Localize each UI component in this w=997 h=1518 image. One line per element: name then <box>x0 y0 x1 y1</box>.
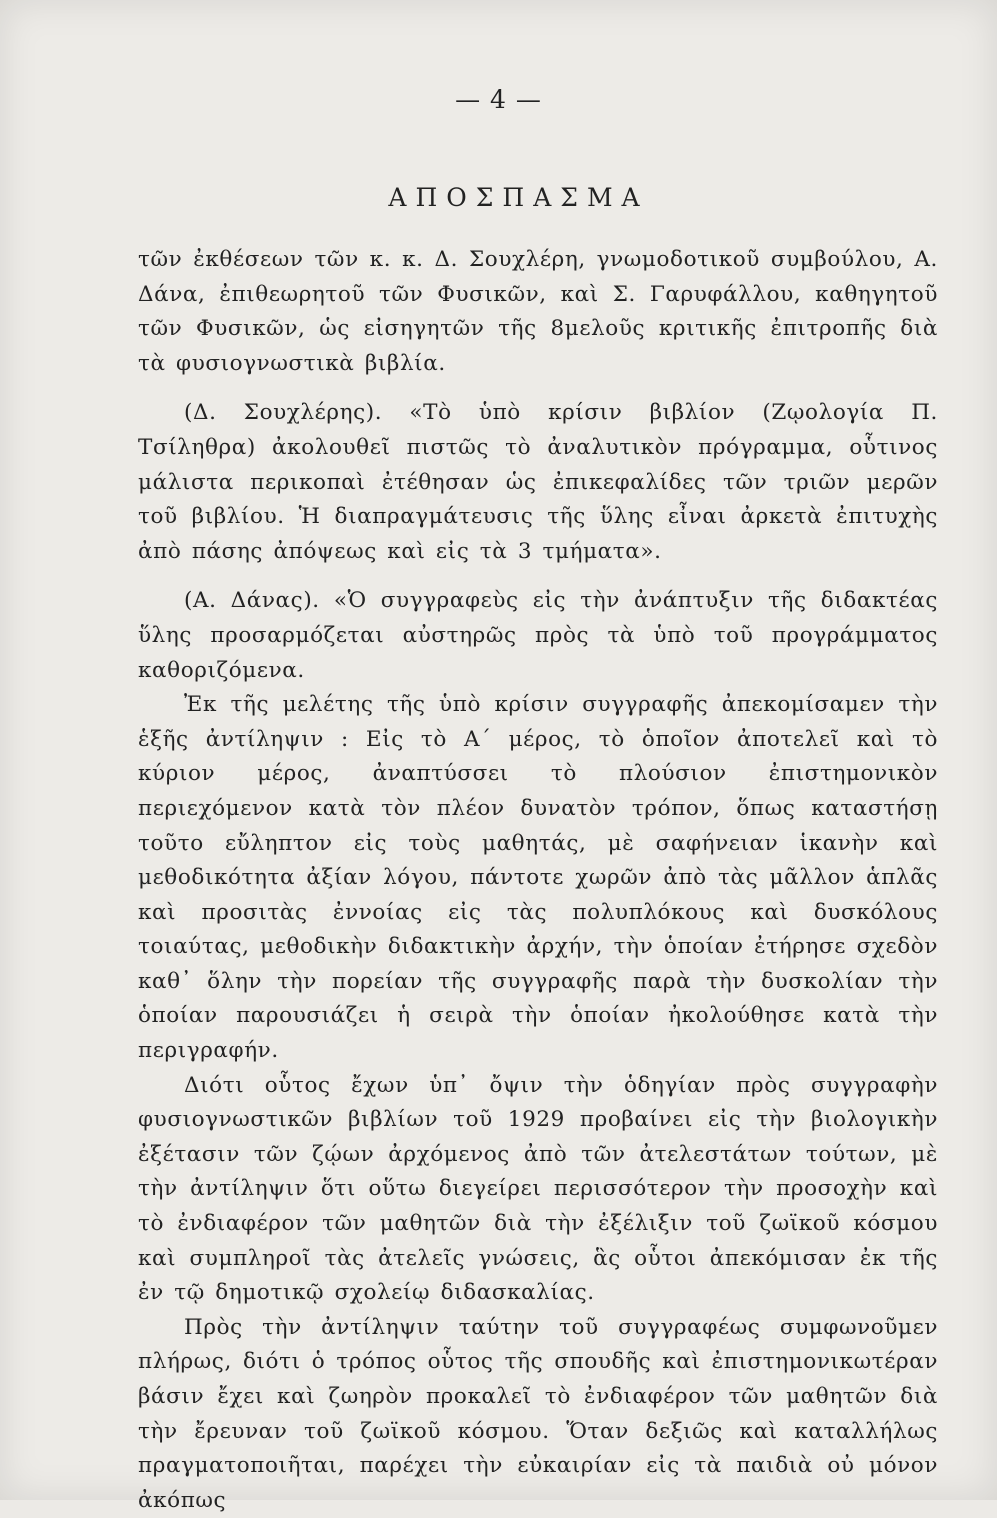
paragraph-study: Ἐκ τῆς μελέτης τῆς ὑπὸ κρίσιν συγγραφῆς ἀπεκομίσαμεν τὴν ἑξῆς ἀντίληψιν : Εἰς τὸ Α΄ μέρος, τὸ ὁποῖον ἀποτελεῖ καὶ τὸ κύριον μέρος, ἀναπτύσσει τὸ πλούσιον ἐπιστημονικὸν περιεχόμενον κατὰ τὸν πλέον δυνατὸν τρόπον, ὅπως καταστήσῃ τοῦτο εὔληπτον εἰς τοὺς μαθητάς, μὲ σαφήνειαν ἱκανὴν καὶ μεθοδικότητα ἀξίαν λόγου, πάντοτε χωρῶν ἀπὸ τὰς μᾶλλον ἁπλᾶς καὶ προσιτὰς ἐννοίας εἰς τὰς πολυπλόκους καὶ δυσκόλους τοιαύτας, μεθοδικὴν διδακτικὴν ἀρχήν, τὴν ὁποίαν ἐτήρησε σχεδὸν καθ᾽ ὅλην τὴν πορείαν τῆς συγγραφῆς παρὰ τὴν δυσκολίαν τὴν ὁποίαν παρουσιάζει ἡ σειρὰ τὴν ὁποίαν ἠκολούθησε κατὰ τὴν περιγραφήν. <box>138 692 938 1064</box>
page-heading: ΑΠΟΣΠΑΣΜΑ <box>388 183 649 212</box>
paragraph-danas: (Α. Δάνας). «Ὁ συγγραφεὺς εἰς τὴν ἀνάπτυξιν τῆς διδακτέας ὕλης προσαρμόζεται αὐστηρῶς πρὸς τὰ ὑπὸ τοῦ προγράμματος καθοριζόμενα. <box>138 588 938 683</box>
paragraph-souchleris: (Δ. Σουχλέρης). «Τὸ ὑπὸ κρίσιν βιβλίον (Ζῳολογία Π. Τσίληθρα) ἀκολουθεῖ πιστῶς τὸ ἀναλυτικὸν πρόγραμμα, οὗτινος μάλιστα περικοπαὶ ἐτέθησαν ὡς ἐπικεφαλίδες τῶν τριῶν μερῶν τοῦ βιβλίου. Ἡ διαπραγμάτευσις τῆς ὕλης εἶναι ἀρκετὰ ἐπιτυχὴς ἀπὸ πάσης ἀπόψεως καὶ εἰς τὰ 3 τμήματα». <box>138 400 938 564</box>
paragraph-reason: Διότι οὗτος ἔχων ὑπ᾽ ὄψιν τὴν ὁδηγίαν πρὸς συγγραφὴν φυσιογνωστικῶν βιβλίων τοῦ 1929 προβαίνει εἰς τὴν βιολογικὴν ἐξέτασιν τῶν ζῴων ἀρχόμενος ἀπὸ τῶν ἀτελεστάτων τούτων, μὲ τὴν ἀντίληψιν ὅτι οὕτω διεγείρει περισσότερον τὴν προσοχὴν καὶ τὸ ἐνδιαφέρον τῶν μαθητῶν διὰ τὴν ἐξέλιξιν τοῦ ζωϊκοῦ κόσμου καὶ συμπληροῖ τὰς ἀτελεῖς γνώσεις, ἃς οὗτοι ἀπεκόμισαν ἐκ τῆς ἐν τῷ δημοτικῷ σχολείῳ διδασκαλίας. <box>138 1072 938 1306</box>
body-text <box>138 243 938 1518</box>
paragraph-agreement: Πρὸς τὴν ἀντίληψιν ταύτην τοῦ συγγραφέως συμφωνοῦμεν πλήρως, διότι ὁ τρόπος οὗτος τῆς σπουδῆς καὶ ἐπιστημονικωτέραν βάσιν ἔχει καὶ ζωηρὸν προκαλεῖ τὸ ἐνδιαφέρον τῶν μαθητῶν διὰ τὴν ἔρευναν τοῦ ζωϊκοῦ κόσμου. Ὅταν δεξιῶς καὶ καταλλήλως πραγματοποιῆται, παρέχει τὴν εὐκαιρίαν εἰς τὰ παιδιὰ οὐ μόνον ἀκόπως <box>138 1314 938 1513</box>
page-number: — 4 — <box>455 85 542 114</box>
paragraph-intro: τῶν ἐκθέσεων τῶν κ. κ. Δ. Σουχλέρη, γνωμοδοτικοῦ συμβούλου, Α. Δάνα, ἐπιθεωρητοῦ τῶν Φυσικῶν, καὶ Σ. Γαρυφάλλου, καθηγητοῦ τῶν Φυσικῶν, ὡς εἰσηγητῶν τῆς 8μελοῦς κριτικῆς ἐπιτροπῆς διὰ τὰ φυσιογνωστικὰ βιβλία. <box>138 247 938 376</box>
